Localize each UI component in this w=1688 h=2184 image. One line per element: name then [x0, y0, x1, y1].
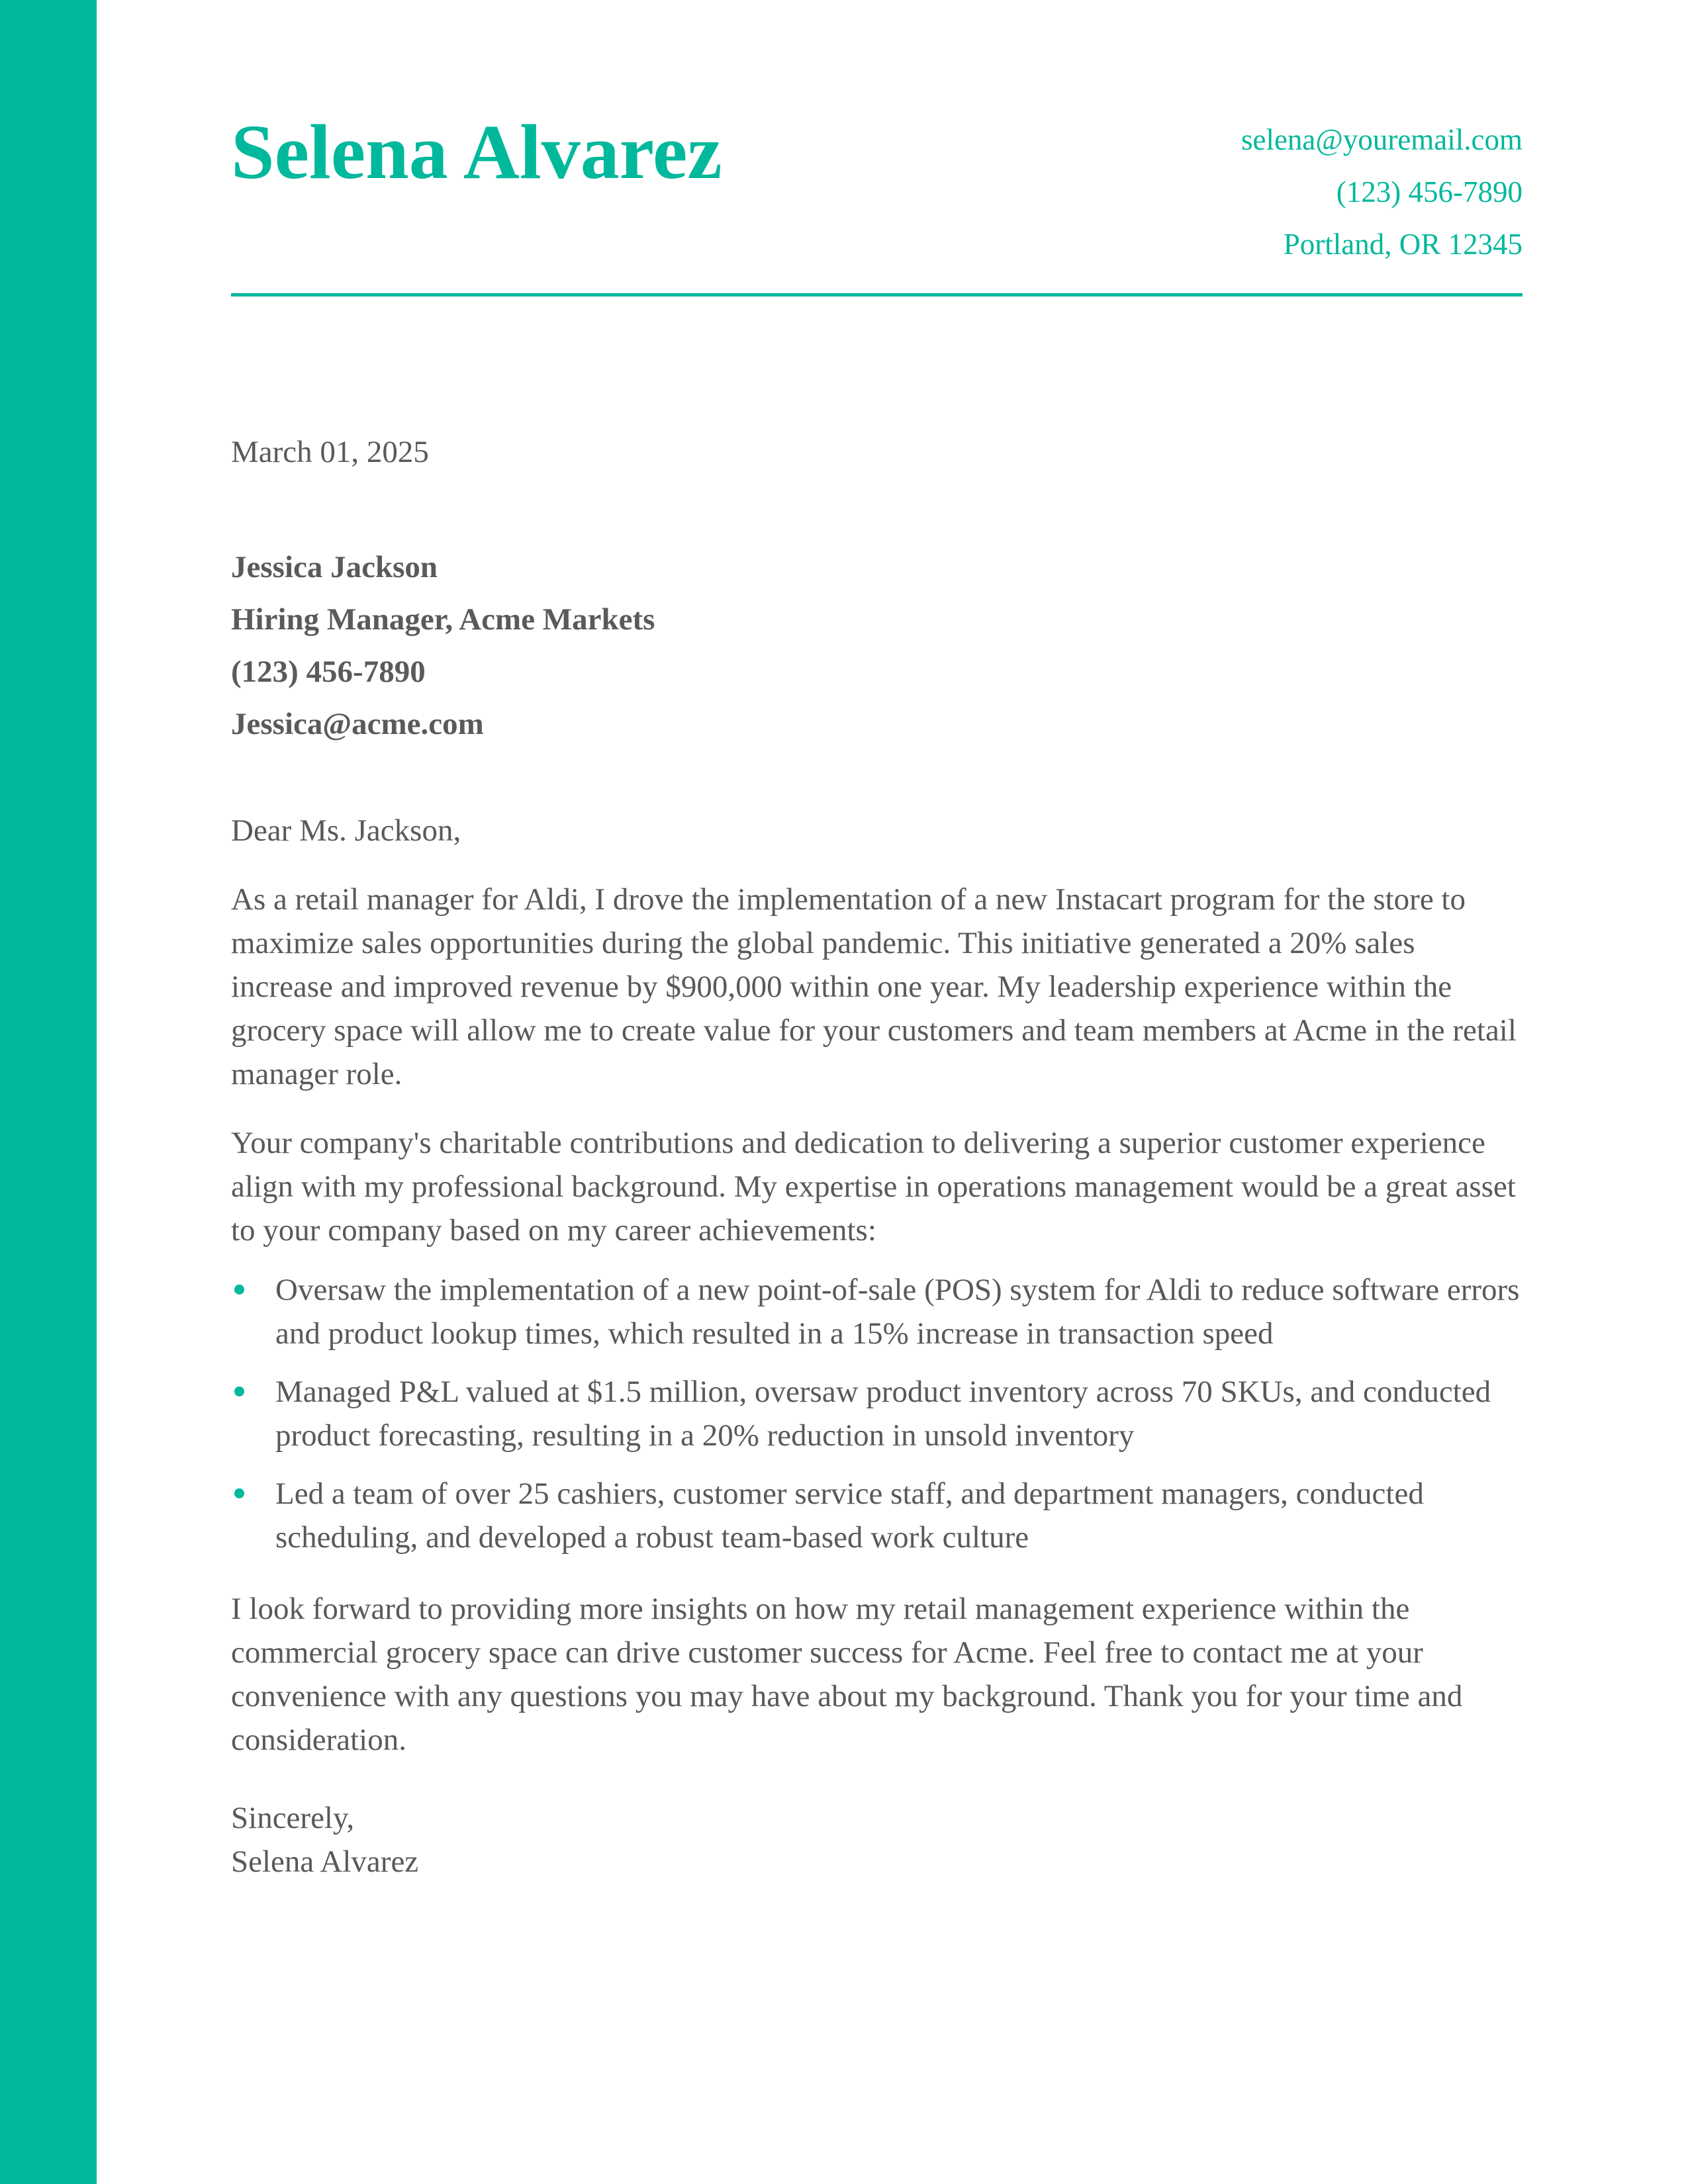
paragraph-closing: I look forward to providing more insights on how my retail management experience within the commercial grocery space can drive customer success for Acme. Feel free to contact me at your convenience with any questions you may have about my background. Thank you for your time and consideration. [231, 1592, 1463, 1757]
paragraph-intro: As a retail manager for Aldi, I drove the implementation of a new Instacart program for the store to maximize sales opportunities during the global pandemic. This initiative generated a 20% sales increase and improved revenue by $900,000 within one year. My leadership experience within the grocery space will allow me to create value for your customers and team members at Acme in the retail manager role. [231, 882, 1517, 1091]
header-divider [231, 293, 1523, 296]
sender-location: Portland, OR 12345 [1283, 228, 1523, 261]
salutation: Dear Ms. Jackson, [231, 813, 461, 848]
accent-sidebar [0, 0, 97, 2184]
list-item [231, 1370, 1523, 1457]
sender-contact-block [1241, 114, 1523, 271]
achievement-text: Managed P&L valued at $1.5 million, oversaw product inventory across 70 SKUs, and conducted product forecasting, resulting in a 20% reduction in unsold inventory [275, 1375, 1491, 1453]
achievement-text: Oversaw the implementation of a new point-of-sale (POS) system for Aldi to reduce software errors and product lookup times, which resulted in a 15% increase in transaction speed [275, 1273, 1520, 1351]
sender-phone[interactable]: (123) 456-7890 [1336, 175, 1523, 208]
letter-body [231, 809, 1523, 1884]
recipient-title: Hiring Manager, Acme Markets [231, 602, 655, 637]
recipient-name: Jessica Jackson [231, 550, 438, 584]
sender-name: Selena Alvarez [231, 109, 722, 195]
closing-phrase: Sincerely, [231, 1801, 355, 1835]
recipient-block [231, 541, 655, 751]
recipient-phone[interactable]: (123) 456-7890 [231, 655, 426, 689]
signature-name: Selena Alvarez [231, 1844, 419, 1879]
letter-date: March 01, 2025 [231, 435, 429, 469]
bullet-icon [234, 1488, 244, 1498]
list-item [231, 1472, 1523, 1559]
sign-off [231, 1796, 1523, 1884]
bullet-icon [234, 1285, 244, 1295]
bullet-icon [234, 1387, 244, 1396]
list-item [231, 1268, 1523, 1355]
recipient-email[interactable]: Jessica@acme.com [231, 707, 484, 741]
paragraph-company-fit: Your company's charitable contributions and dedication to delivering a superior customer experience align with my professional background. My expertise in operations management would be a great asset to your company based on my career achievements: [231, 1126, 1516, 1248]
sender-email[interactable]: selena@youremail.com [1241, 123, 1523, 156]
achievement-text: Led a team of over 25 cashiers, customer service staff, and department managers, conducted scheduling, and developed a robust team-based work culture [275, 1477, 1424, 1555]
cover-letter-page [231, 0, 1523, 2184]
achievements-list [231, 1268, 1523, 1559]
